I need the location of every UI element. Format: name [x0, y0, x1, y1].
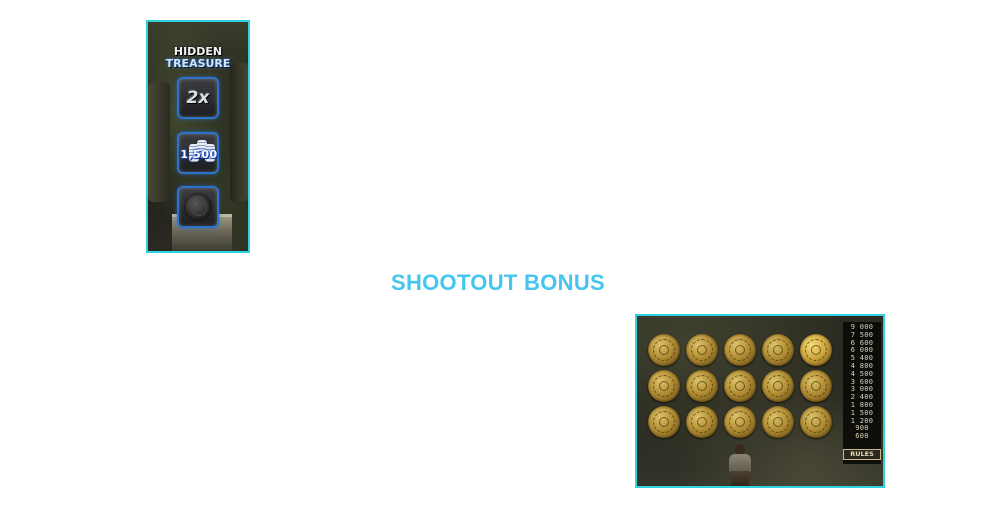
gold-medallion-target[interactable]: [724, 370, 756, 402]
title-line-hidden: HIDDEN: [173, 45, 223, 58]
paytable-value: 6 000: [850, 346, 874, 355]
gold-medallion-target[interactable]: [648, 406, 680, 438]
paytable-value: 3 000: [850, 385, 874, 394]
gold-medallion-target[interactable]: [686, 334, 718, 366]
paytable-value: 5 400: [850, 354, 874, 363]
gold-medallion-target[interactable]: [800, 406, 832, 438]
multiplier-label: 2x: [186, 88, 210, 108]
paytable-value: 600: [855, 432, 869, 441]
gold-medallion-target[interactable]: [648, 334, 680, 366]
paytable-value: 4 500: [850, 369, 874, 378]
coin-amount-label: 1,500: [180, 148, 218, 161]
title-line-treasure: TREASURE: [165, 57, 231, 70]
paytable-value: 2 400: [850, 393, 874, 402]
character-legs: [731, 471, 749, 486]
paytable: [843, 322, 881, 464]
paytable-value: 3 600: [850, 377, 874, 386]
shootout-bonus-panel: [635, 314, 885, 488]
multiplier-slot: [177, 77, 219, 119]
gold-medallion-target[interactable]: [762, 370, 794, 402]
unrevealed-slot[interactable]: [177, 186, 219, 228]
gold-medallion-target[interactable]: [686, 370, 718, 402]
paytable-value: 9 000: [850, 323, 874, 331]
gold-medallion-target[interactable]: [724, 334, 756, 366]
hidden-treasure-title: [148, 46, 248, 70]
dark-coin-icon: [184, 193, 212, 221]
paytable-value: 1 200: [850, 416, 874, 425]
paytable-value: 7 500: [850, 330, 874, 339]
cave-rock-right: [230, 62, 248, 202]
gold-medallion-target[interactable]: [724, 406, 756, 438]
paytable-value: 1 500: [850, 408, 874, 417]
character-body: [729, 454, 751, 472]
paytable-value: 4 800: [850, 361, 874, 370]
paytable-value: 6 600: [850, 338, 874, 347]
gold-medallion-target[interactable]: [648, 370, 680, 402]
medallion-grid: [645, 332, 841, 442]
gold-medallion-target[interactable]: [762, 334, 794, 366]
paytable-value: 1 800: [850, 400, 874, 409]
coin-prize-slot: [177, 132, 219, 174]
character-figure: [725, 444, 755, 486]
hidden-treasure-panel: [146, 20, 250, 253]
cave-rock-left: [148, 82, 170, 202]
gold-medallion-target[interactable]: [800, 334, 832, 366]
gold-medallion-target[interactable]: [762, 406, 794, 438]
section-title: SHOOTOUT BONUS: [390, 270, 606, 295]
gold-medallion-target[interactable]: [800, 370, 832, 402]
paytable-value: 900: [855, 424, 869, 433]
rules-button[interactable]: RULES: [843, 449, 881, 460]
gold-medallion-target[interactable]: [686, 406, 718, 438]
